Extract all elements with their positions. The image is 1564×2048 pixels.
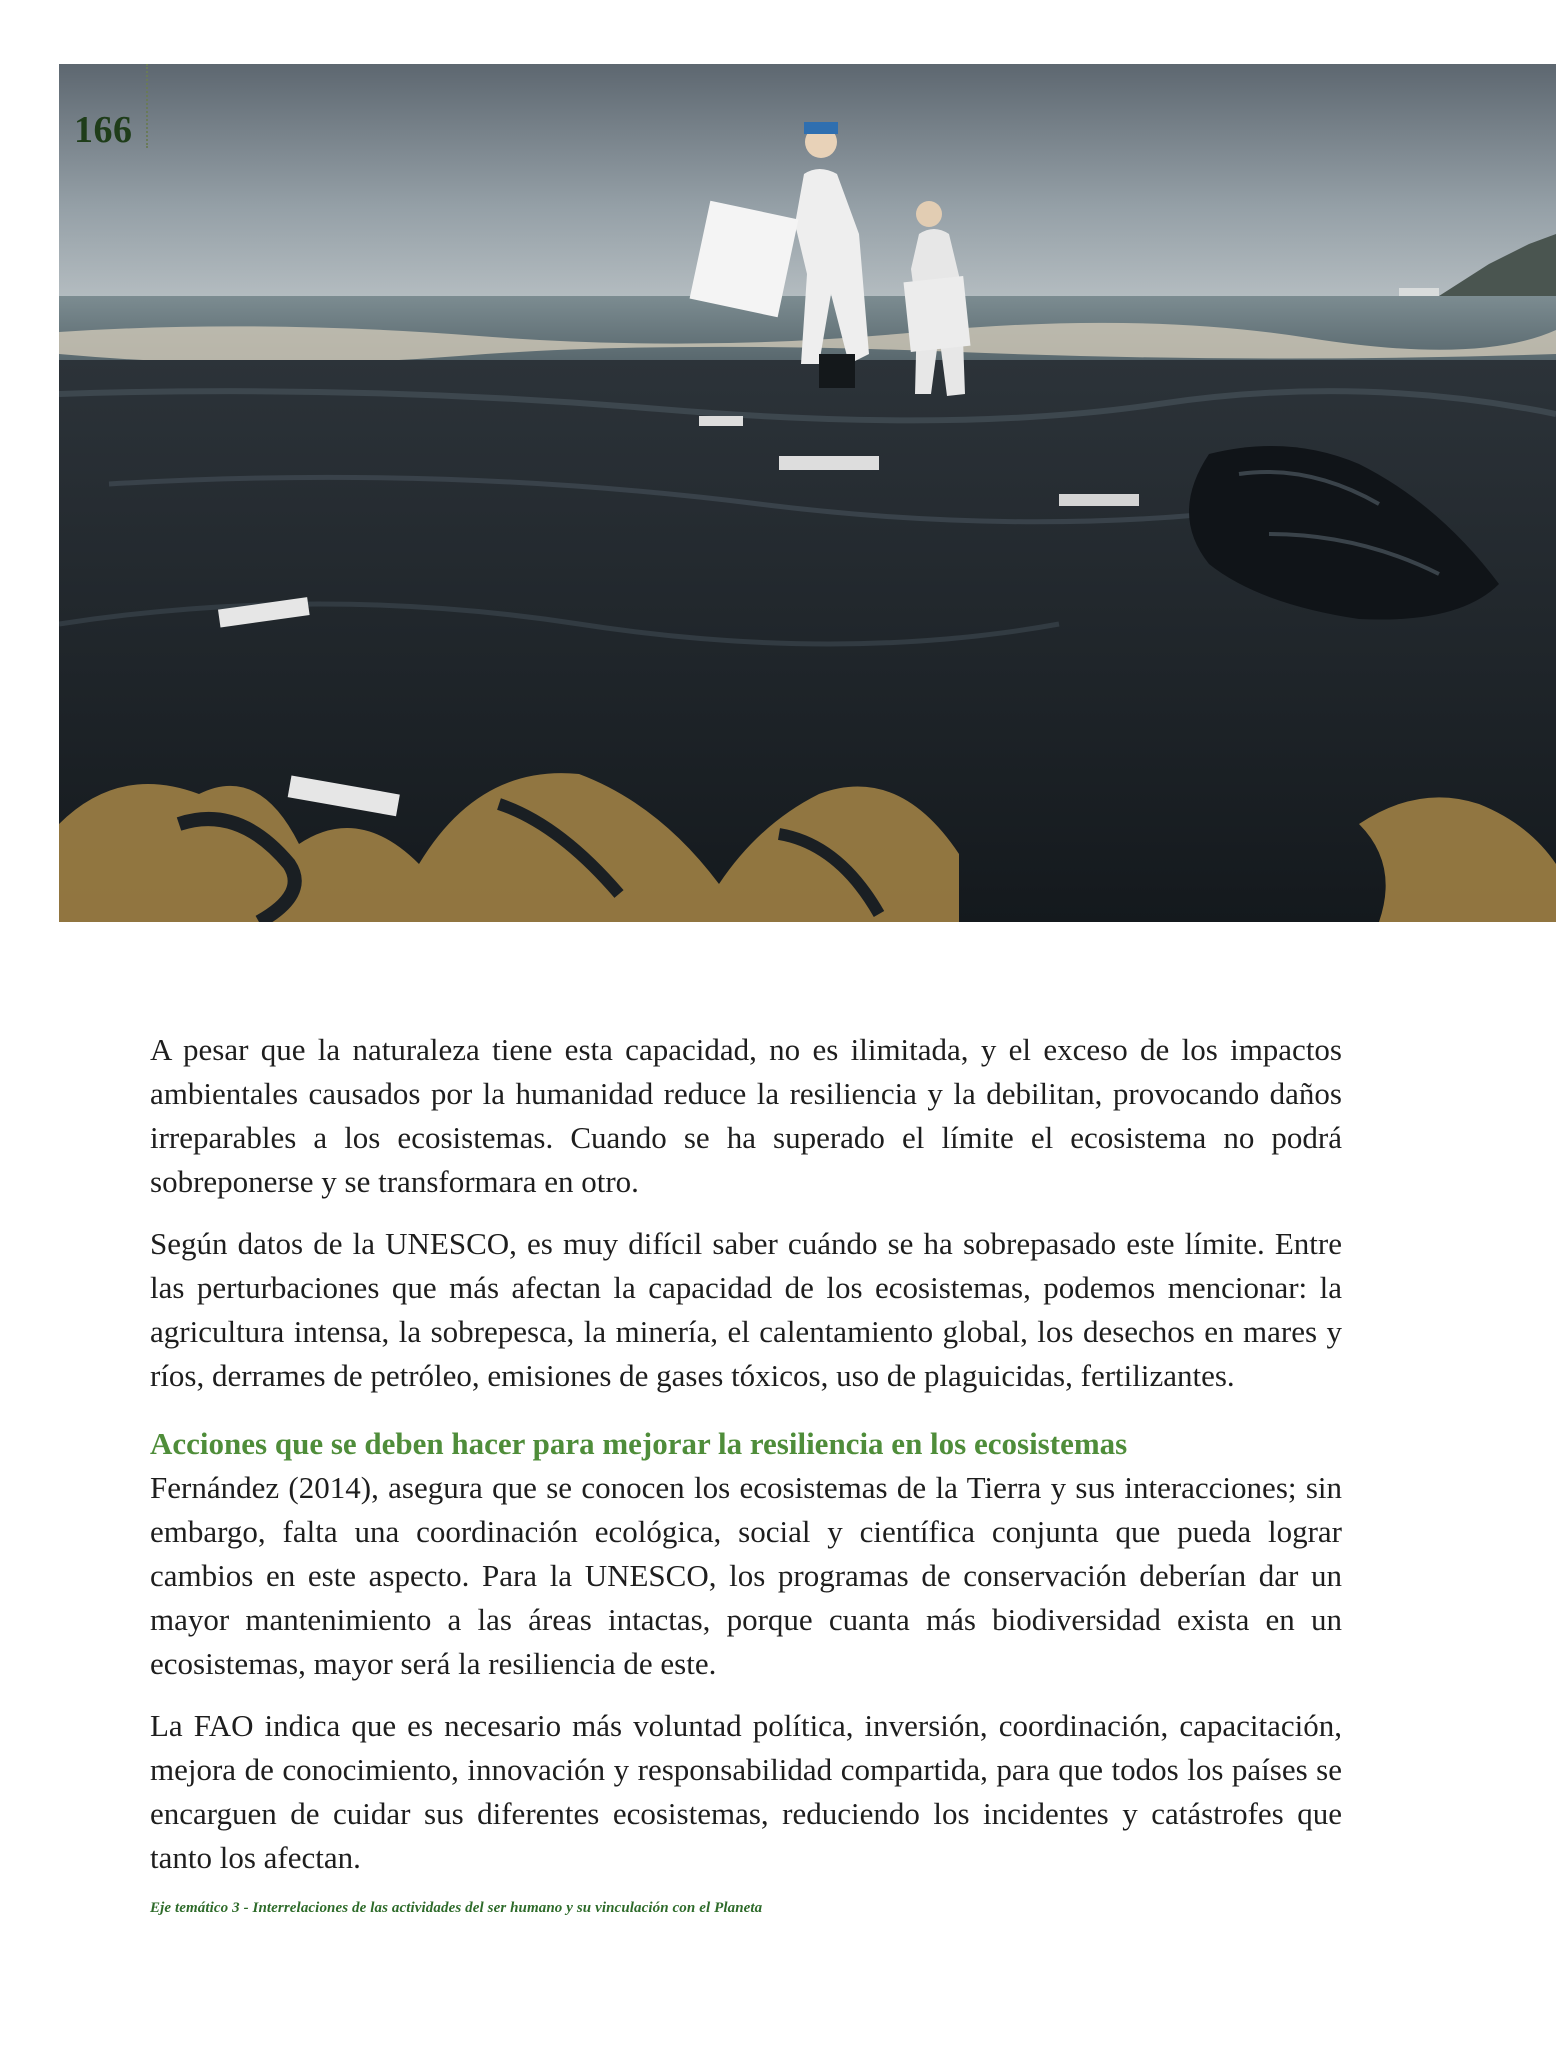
- paragraph-1: A pesar que la naturaleza tiene esta capacidad, no es ilimitada, y el exceso de los impactos ambientales causados por la humanidad reduce la resiliencia y la debilitan, provocando daños irreparables a los ecosistemas. Cuando se ha superado el límite el ecosistema no podrá sobreponerse y se transformara en otro.: [150, 1032, 1342, 1199]
- paragraph-3: Fernández (2014), asegura que se conocen los ecosistemas de la Tierra y sus interacciones; sin embargo, falta una coordinación ecológica, social y científica conjunta que pueda lograr cambios en este aspecto. Para la UNESCO, los programas de conservación deberían dar un mayor mantenimiento a las áreas intactas, porque cuanta más biodiversidad exista en un ecosistemas, mayor será la resiliencia de este.: [150, 1470, 1342, 1681]
- paragraph-2: Según datos de la UNESCO, es muy difícil saber cuándo se ha sobrepasado este límite. Entre las perturbaciones que más afectan la capacidad de los ecosistemas, podemos mencionar: la agricultura intensa, la sobrepesca, la minería, el calentamiento global, los desechos en mares y ríos, derrames de petróleo, emisiones de gases tóxicos, uso de plaguicidas, fertilizantes.: [150, 1226, 1342, 1393]
- page-number-rule: [146, 64, 148, 148]
- section-heading: Acciones que se deben hacer para mejorar la resiliencia en los ecosistemas: [150, 1426, 1128, 1461]
- running-footer: Eje temático 3 - Interrelaciones de las actividades del ser humano y su vinculación con el Planeta: [150, 1900, 763, 1916]
- paragraph-4: La FAO indica que es necesario más voluntad política, inversión, coordinación, capacitación, mejora de conocimiento, innovación y responsabilidad compartida, para que todos los países se encarguen de cuidar sus diferentes ecosistemas, reduciendo los incidentes y catástrofes que tanto los afectan.: [150, 1708, 1342, 1875]
- body-text: [150, 1028, 1342, 1898]
- oil-spill-photo: [59, 64, 1556, 922]
- oil-spill-illustration: [59, 64, 1556, 922]
- page-number: 166: [74, 109, 133, 151]
